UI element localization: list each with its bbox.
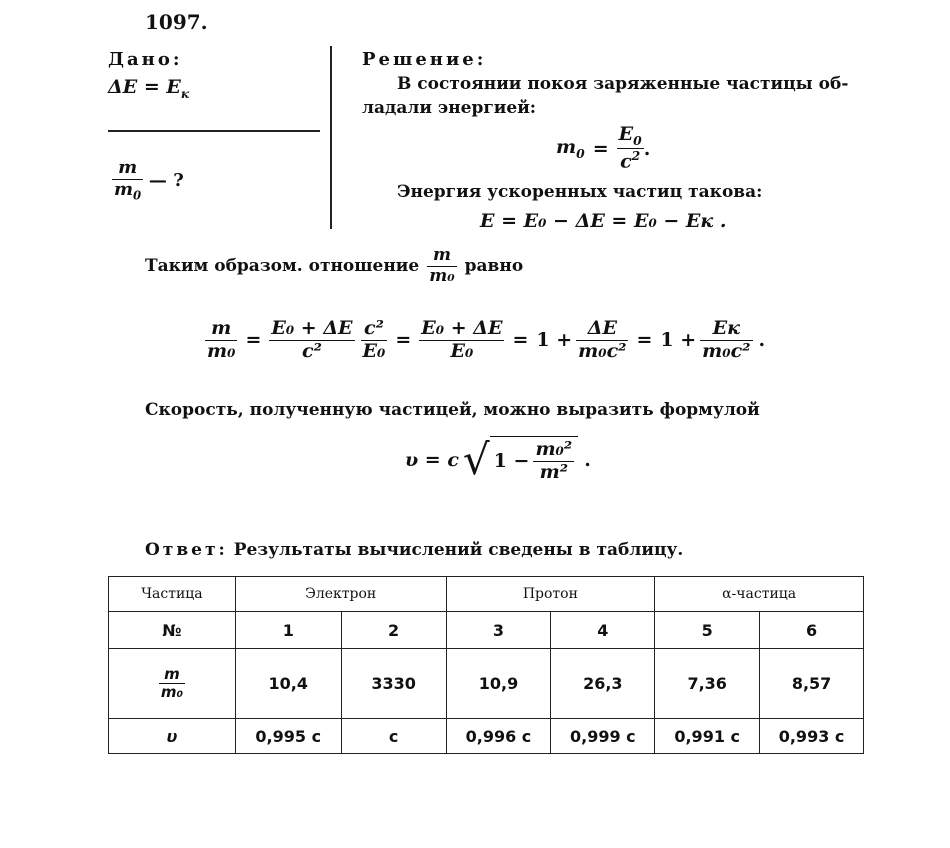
table-cell: 3330 [341, 649, 446, 719]
vertical-divider [330, 46, 332, 229]
table-cell: 1 [235, 612, 341, 649]
given-separator [108, 130, 320, 132]
table-row [109, 719, 864, 754]
table-cell: 0,999 c [551, 719, 655, 754]
table-cell: 3 [446, 612, 551, 649]
sqrt-icon: √ [462, 434, 490, 484]
table-cell: $\frac{m}{\text{m₀}}$ [109, 649, 236, 719]
answer-line: Ответ: Результаты вычислений сведены в таблицу. [145, 540, 684, 560]
find-quantity: $\frac{m}{m_0}$ — ? [114, 157, 184, 203]
given-condition: $\Delta E = E_к$ [108, 76, 190, 101]
table-cell: 8,57 [760, 649, 864, 719]
table-cell: c [341, 719, 446, 754]
table-cell: 7,36 [655, 649, 760, 719]
rest-energy-formula: $m_0$ = $\frac{E_0}{c^2}$ . [556, 123, 651, 173]
table-row [109, 612, 864, 649]
table-row [109, 577, 864, 612]
given-label: Дано: [108, 49, 183, 70]
ratio-intro: Таким образом. отношение $\frac{m}{\text{m₀}}$ равно [145, 245, 524, 286]
solution-label: Решение: [362, 49, 487, 70]
solution-text-4: Скорость, полученную частицей, можно выразить формулой [145, 400, 760, 420]
table-cell: 10,4 [235, 649, 341, 719]
solution-text-1a: В состоянии покоя заряженные частицы об- [397, 74, 849, 94]
table-cell: 4 [551, 612, 655, 649]
table-cell: 0,993 c [760, 719, 864, 754]
table-cell: 2 [341, 612, 446, 649]
table-row [109, 649, 864, 719]
table-cell: 6 [760, 612, 864, 649]
table-cell: 10,9 [446, 649, 551, 719]
problem-number: 1097. [145, 10, 208, 34]
table-cell: № [109, 612, 236, 649]
table-cell: υ [109, 719, 236, 754]
table-cell: 0,996 c [446, 719, 551, 754]
table-group-proton: Протон [446, 577, 655, 612]
energy-formula: E = E₀ − ΔE = E₀ − Eк . [480, 210, 727, 232]
table-cell: 0,991 c [655, 719, 760, 754]
speed-formula: υ = c √ 1 − $\frac{\text{m₀²}}{\text{m²}}$ . [405, 434, 591, 484]
solution-text-2: Энергия ускоренных частиц такова: [397, 182, 763, 202]
solution-text-1b: ладали энергией: [362, 98, 537, 118]
results-table [108, 576, 864, 754]
ratio-formula: $\frac{m}{\text{m₀}}$ = $\frac{\text{E₀ + ΔE}}{\text{c²}}$ $\frac{\text{c²}}{\text{E₀}}$ = $\frac{\text{E₀ + ΔE}}{\text{E₀}}$ = 1 + $\frac{\Delta E}{\text{m₀c²}}$ = 1 + $\frac{Eк}{\text{m₀c²}}$ . [207, 317, 766, 362]
table-header-particle: Частица [109, 577, 236, 612]
table-cell: 0,995 c [235, 719, 341, 754]
table-group-alpha: α-частица [655, 577, 864, 612]
table-cell: 26,3 [551, 649, 655, 719]
table-group-electron: Электрон [235, 577, 446, 612]
table-cell: 5 [655, 612, 760, 649]
